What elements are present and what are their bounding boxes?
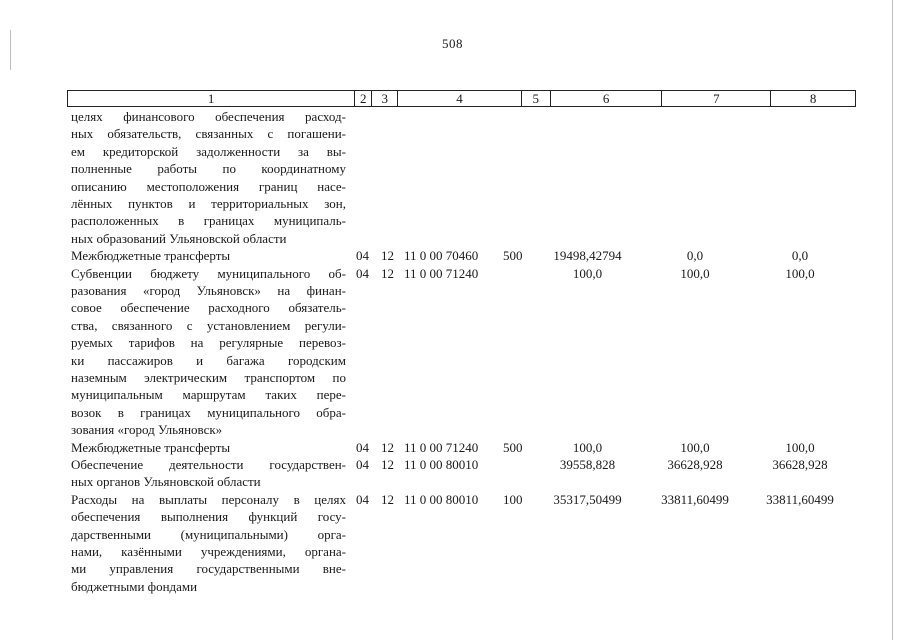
cell-rz: 04 (356, 491, 369, 507)
cell-y1: 35317,50499 (553, 491, 622, 507)
cell-y2: 33811,60499 (661, 491, 729, 507)
description-line: зования «город Ульяновск» (71, 422, 223, 438)
cell-y1: 39558,828 (559, 456, 616, 472)
table-row (0, 491, 905, 595)
header-col-5: 5 (522, 91, 551, 106)
cell-rz: 04 (356, 248, 369, 264)
description-line: Межбюджетные трансферты (71, 248, 231, 264)
cell-pr: 12 (381, 456, 394, 472)
row-description (71, 456, 346, 491)
description-line: обеспечения выполнения функций госу- (71, 509, 346, 525)
table-body (0, 108, 905, 595)
table-row (0, 265, 905, 439)
header-col-2: 2 (355, 91, 372, 106)
row-description (71, 108, 346, 247)
cell-y2: 100,0 (680, 265, 710, 281)
cell-pr: 12 (381, 265, 394, 281)
header-col-7: 7 (662, 91, 771, 106)
cell-y3: 100,0 (785, 265, 815, 281)
table-row (0, 247, 905, 264)
cell-vr: 500 (503, 248, 523, 264)
description-line: совое обеспечение расходного обязатель- (71, 300, 346, 316)
page-number: 508 (442, 36, 463, 51)
description-line: Межбюджетные трансферты (71, 439, 231, 455)
table-row (0, 108, 905, 247)
cell-csr: 11 0 00 71240 (404, 265, 479, 281)
cell-y3: 33811,60499 (766, 491, 834, 507)
description-line: лённых пунктов и территориальных зон, (71, 196, 346, 212)
cell-rz: 04 (356, 439, 369, 455)
header-col-6: 6 (551, 91, 663, 106)
cell-y3: 36628,928 (772, 456, 828, 472)
description-line: бюджетными фондами (71, 578, 198, 594)
row-description (71, 265, 346, 439)
description-line: ми управления государственными вне- (71, 561, 346, 577)
description-line: ки пассажиров и багажа городским (71, 352, 346, 368)
cell-pr: 12 (381, 491, 394, 507)
cell-y2: 0,0 (686, 248, 704, 264)
cell-vr: 100 (503, 491, 523, 507)
cell-csr: 11 0 00 80010 (404, 456, 479, 472)
header-col-3: 3 (372, 91, 398, 106)
row-description (71, 491, 346, 595)
description-line: ства, связанного с установлением регули- (71, 317, 346, 333)
description-line: ных обязательств, связанных с погашени- (71, 126, 346, 142)
description-line: наземным электрическим транспортом по (71, 370, 346, 386)
table-row (0, 439, 905, 456)
description-line: Расходы на выплаты персоналу в целях (71, 491, 346, 507)
description-line: полненные работы по координатному (71, 161, 346, 177)
row-description (71, 439, 346, 456)
description-line: целях финансового обеспечения расход- (71, 109, 346, 124)
cell-rz: 04 (356, 265, 369, 281)
table-row (0, 456, 905, 491)
cell-y3: 0,0 (791, 248, 809, 264)
cell-csr: 11 0 00 71240 (404, 439, 479, 455)
header-col-4: 4 (398, 91, 522, 106)
description-line: возок в границах муниципального обра- (71, 404, 346, 420)
header-col-8: 8 (809, 91, 817, 106)
description-line: нами, казёнными учреждениями, органа- (71, 543, 346, 559)
description-line: ных образований Ульяновской области (71, 230, 287, 246)
description-line: описанию местоположения границ насе- (71, 178, 346, 194)
cell-pr: 12 (381, 439, 394, 455)
table-header (67, 90, 856, 107)
cell-y3: 100,0 (785, 439, 815, 455)
description-line: руемых тарифов на регулярные перевоз- (71, 335, 346, 351)
description-line: дарственными (муниципальными) орга- (71, 526, 346, 542)
cell-y1: 100,0 (572, 439, 603, 455)
cell-y2: 36628,928 (667, 456, 723, 472)
description-line: муниципальным маршрутам таких пере- (71, 387, 346, 403)
cell-y1: 19498,42794 (553, 248, 622, 264)
cell-pr: 12 (381, 248, 394, 264)
row-description (71, 247, 346, 264)
cell-rz: 04 (356, 456, 369, 472)
cell-y1: 100,0 (572, 265, 603, 281)
description-line: ных органов Ульяновской области (71, 474, 261, 490)
description-line: Субвенции бюджету муниципального об- (71, 265, 346, 281)
cell-y2: 100,0 (680, 439, 710, 455)
cell-vr: 500 (503, 439, 523, 455)
description-line: ем кредиторской задолженности за вы- (71, 143, 346, 159)
description-line: Обеспечение деятельности государствен- (71, 456, 346, 472)
description-line: расположенных в границах муниципаль- (71, 213, 346, 229)
cell-csr: 11 0 00 70460 (404, 248, 479, 264)
description-line: разования «город Ульяновск» на финан- (71, 282, 346, 298)
cell-csr: 11 0 00 80010 (404, 491, 479, 507)
header-col-1: 1 (68, 91, 355, 106)
